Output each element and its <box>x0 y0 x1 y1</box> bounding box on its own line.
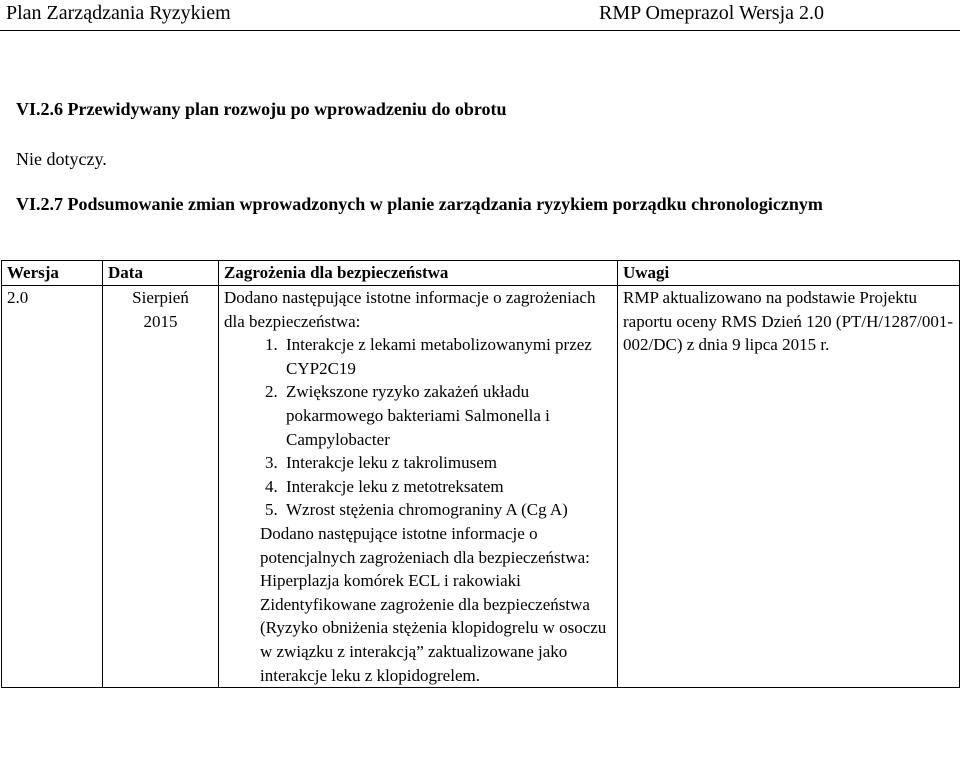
risks-list <box>224 333 612 522</box>
potential-risks-intro: Dodano następujące istotne informacje o potencjalnych zagrożeniach dla bezpieczeństwa: <box>260 523 590 567</box>
header-remarks: Uwagi <box>618 261 960 286</box>
list-item: 2. Zwiększone ryzyko zakażeń układu pokarmowego bakteriami Salmonella i Campylobacter <box>282 380 612 451</box>
cell-version: 2.0 <box>2 286 103 688</box>
list-item: 3. Interakcje leku z takrolimusem <box>282 451 612 475</box>
header-risks: Zagrożenia dla bezpieczeństwa <box>219 261 618 286</box>
list-item: 5. Wzrost stężenia chromograniny A (Cg A) <box>282 498 612 522</box>
change-history-table <box>1 260 960 688</box>
cell-date <box>103 286 219 688</box>
table-header-row <box>2 261 960 286</box>
potential-risk-item: Hiperplazja komórek ECL i rakowiaki <box>260 571 521 591</box>
header-title-right: RMP Omeprazol Wersja 2.0 <box>599 2 825 24</box>
section-body-vi26: Nie dotyczy. <box>16 149 107 169</box>
table-row <box>2 286 960 688</box>
cell-remarks: RMP aktualizowano na podstawie Projektu raportu oceny RMS Dzień 120 (PT/H/1287/001-002/DC) z dnia 9 lipca 2015 r. <box>618 286 960 688</box>
date-year: 2015 <box>143 311 178 331</box>
header-version: Wersja <box>2 261 103 286</box>
risks-intro: Dodano następujące istotne informacje o zagrożeniach dla bezpieczeństwa: <box>224 288 596 331</box>
cell-risks <box>219 286 618 688</box>
list-item: 1. Interakcje z lekami metabolizowanymi przez CYP2C19 <box>282 333 612 380</box>
section-heading-vi27: VI.2.7 Podsumowanie zmian wprowadzonych w planie zarządzania ryzykiem porządku chronologicznym <box>16 194 823 214</box>
header-title-left: Plan Zarządzania Ryzykiem <box>6 2 231 24</box>
identified-risk-note: Zidentyfikowane zagrożenie dla bezpieczeństwa (Ryzyko obniżenia stężenia klopidogrelu w osoczu w związku z interakcją” zaktualizowane jako interakcje leku z klopidogrelem. <box>260 594 607 685</box>
header-rule <box>0 30 960 31</box>
date-month: Sierpień <box>132 288 189 307</box>
section-heading-vi26: VI.2.6 Przewidywany plan rozwoju po wprowadzeniu do obrotu <box>16 99 507 119</box>
list-item: 4. Interakcje leku z metotreksatem <box>282 475 612 499</box>
header-date: Data <box>103 261 219 286</box>
